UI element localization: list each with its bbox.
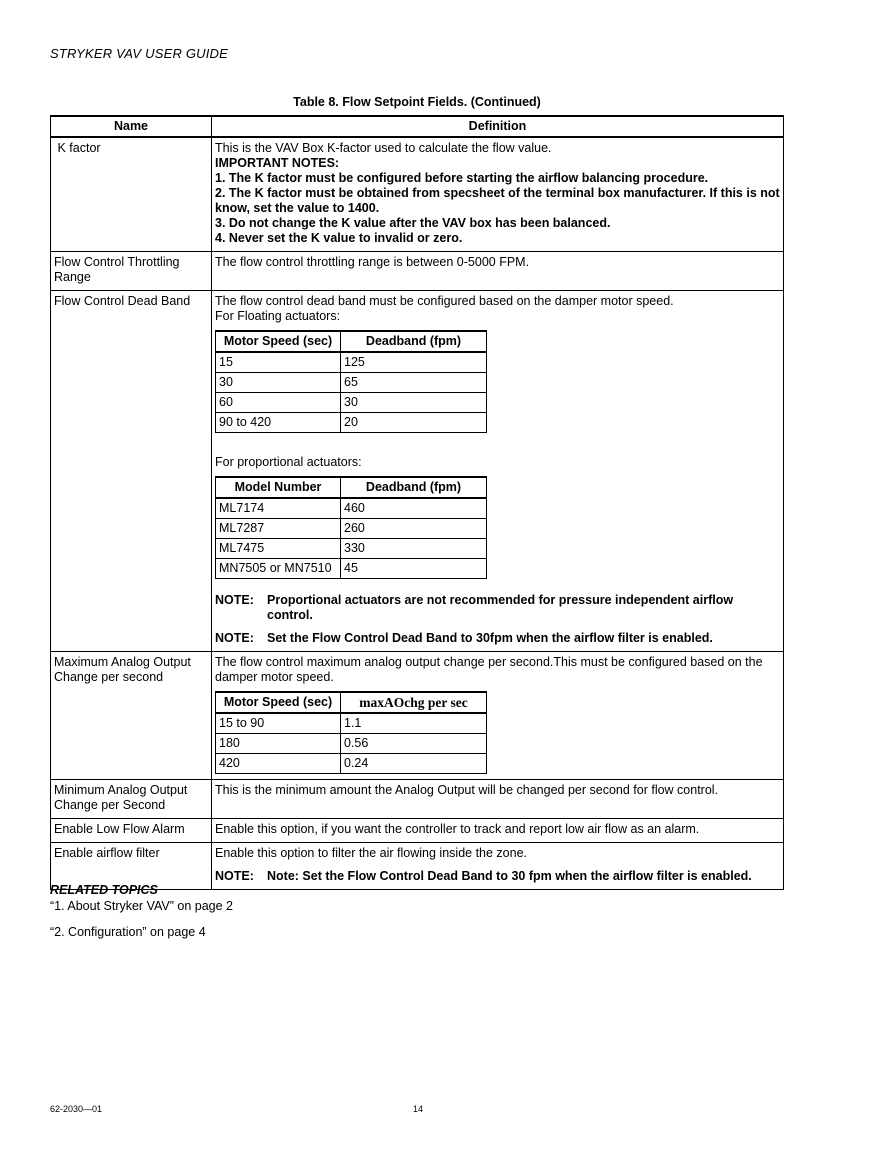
subtable-header: Motor Speed (sec) <box>216 331 341 352</box>
footer-page-number: 14 <box>413 1104 424 1114</box>
important-note-item: 2. The K factor must be obtained from specsheet of the terminal box manufacturer. If this is not know, set the value to 1400. <box>215 186 780 215</box>
related-topics-heading: RELATED TOPICS <box>50 883 158 897</box>
subtable-cell: ML7174 <box>216 498 341 519</box>
table-row <box>51 819 784 843</box>
column-header-name: Name <box>51 116 212 137</box>
important-note-item: 1. The K factor must be configured before starting the airflow balancing procedure. <box>215 171 709 185</box>
row-definition-dead-band <box>212 291 784 652</box>
subtable-cell: 30 <box>216 373 341 393</box>
subtable-header-row <box>216 331 487 352</box>
row-definition-max-analog-output <box>212 652 784 780</box>
max-aochg-table <box>215 691 487 774</box>
definition-text: Enable this option to filter the air flowing inside the zone. <box>215 846 527 860</box>
row-name-min-analog-output: Minimum Analog Output Change per Second <box>51 780 212 819</box>
subtable-cell: 0.56 <box>341 734 487 754</box>
subtable-cell: 330 <box>341 539 487 559</box>
column-header-definition: Definition <box>212 116 784 137</box>
subtable-cell: 30 <box>341 393 487 413</box>
subtable-header-row <box>216 477 487 498</box>
note-label: NOTE: <box>215 593 254 607</box>
table-row <box>51 252 784 291</box>
running-header: STRYKER VAV USER GUIDE <box>50 46 229 61</box>
subtable-cell: MN7505 or MN7510 <box>216 559 341 579</box>
floating-actuator-table <box>215 330 487 433</box>
subtable-cell: 15 to 90 <box>216 713 341 734</box>
note-label: NOTE: <box>215 869 254 883</box>
subtable-row <box>216 498 487 519</box>
note-text: Set the Flow Control Dead Band to 30fpm when the airflow filter is enabled. <box>267 631 713 645</box>
subtable-row <box>216 559 487 579</box>
definition-text: The flow control dead band must be configured based on the damper motor speed. <box>215 294 674 308</box>
subtable-row <box>216 713 487 734</box>
row-name-throttling-range: Flow Control Throttling Range <box>51 252 212 291</box>
subtable-cell: 0.24 <box>341 754 487 774</box>
definition-text: The flow control maximum analog output change per second.This must be configured based on the damper motor speed. <box>215 655 763 684</box>
subtable-row <box>216 413 487 433</box>
subtable-row <box>216 352 487 373</box>
definition-text: For proportional actuators: <box>215 455 362 469</box>
subtable-header: Deadband (fpm) <box>341 477 487 498</box>
note-text: Note: Set the Flow Control Dead Band to 30 fpm when the airflow filter is enabled. <box>267 869 752 883</box>
subtable-cell: 65 <box>341 373 487 393</box>
subtable-header: Model Number <box>216 477 341 498</box>
subtable-header: maxAOchg per sec <box>341 692 487 713</box>
important-note-item: 4. Never set the K value to invalid or zero. <box>215 231 463 245</box>
row-definition-airflow-filter <box>212 843 784 890</box>
subtable-cell: 420 <box>216 754 341 774</box>
subtable-cell: 460 <box>341 498 487 519</box>
note-text: Proportional actuators are not recommended for pressure independent airflow control. <box>267 593 734 622</box>
subtable-cell: 45 <box>341 559 487 579</box>
row-definition-low-flow-alarm: Enable this option, if you want the controller to track and report low air flow as an alarm. <box>212 819 784 843</box>
note-block <box>215 593 780 623</box>
subtable-header: Deadband (fpm) <box>341 331 487 352</box>
subtable-cell: 180 <box>216 734 341 754</box>
table-caption: Table 8. Flow Setpoint Fields. (Continued) <box>293 95 541 109</box>
note-label: NOTE: <box>215 631 254 645</box>
subtable-cell: ML7475 <box>216 539 341 559</box>
row-name-dead-band: Flow Control Dead Band <box>51 291 212 652</box>
related-topics <box>50 882 233 940</box>
note-block <box>215 869 780 884</box>
row-definition-min-analog-output: This is the minimum amount the Analog Output will be changed per second for flow control. <box>212 780 784 819</box>
table-header-row <box>51 116 784 137</box>
row-definition-k-factor <box>212 137 784 252</box>
row-name-low-flow-alarm: Enable Low Flow Alarm <box>51 819 212 843</box>
row-name-airflow-filter: Enable airflow filter <box>51 843 212 890</box>
subtable-cell: 60 <box>216 393 341 413</box>
row-name-max-analog-output: Maximum Analog Output Change per second <box>51 652 212 780</box>
subtable-row <box>216 393 487 413</box>
subtable-cell: 260 <box>341 519 487 539</box>
subtable-row <box>216 519 487 539</box>
subtable-cell: 1.1 <box>341 713 487 734</box>
table-row <box>51 652 784 780</box>
subtable-row <box>216 539 487 559</box>
subtable-header-row <box>216 692 487 713</box>
subtable-cell: 125 <box>341 352 487 373</box>
note-block <box>215 631 780 646</box>
proportional-actuator-table <box>215 476 487 579</box>
subtable-cell: 90 to 420 <box>216 413 341 433</box>
subtable-cell: 15 <box>216 352 341 373</box>
subtable-row <box>216 734 487 754</box>
table-row <box>51 291 784 652</box>
related-topic-link[interactable]: “1. About Stryker VAV” on page 2 <box>50 899 233 913</box>
subtable-row <box>216 754 487 774</box>
subtable-row <box>216 373 487 393</box>
subtable-header: Motor Speed (sec) <box>216 692 341 713</box>
related-topic-link[interactable]: “2. Configuration” on page 4 <box>50 925 206 939</box>
row-name-text: K factor <box>57 141 101 155</box>
important-notes-title: IMPORTANT NOTES: <box>215 156 340 170</box>
footer-doc-number: 62-2030—01 <box>50 1104 103 1114</box>
important-note-item: 3. Do not change the K value after the VAV box has been balanced. <box>215 216 611 230</box>
row-name-k-factor <box>51 137 212 252</box>
row-definition-throttling-range: The flow control throttling range is between 0-5000 FPM. <box>212 252 784 291</box>
subtable-cell: 20 <box>341 413 487 433</box>
subtable-cell: ML7287 <box>216 519 341 539</box>
table-row <box>51 137 784 252</box>
table-row <box>51 780 784 819</box>
definition-text: This is the VAV Box K-factor used to calculate the flow value. <box>215 141 552 155</box>
flow-setpoint-table <box>50 115 784 890</box>
definition-text: For Floating actuators: <box>215 309 341 323</box>
